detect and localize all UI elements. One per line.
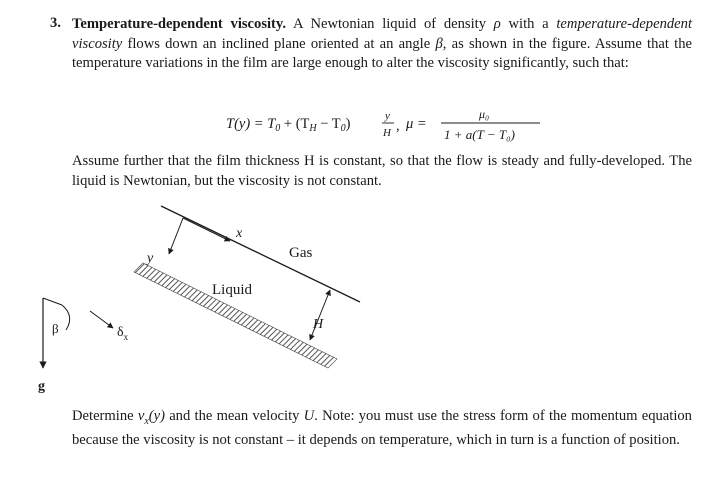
angle-ref-line [43,298,62,305]
label-y: y [147,251,154,266]
svg-text:T(y) = T0 + (TH − T0) [226,116,351,134]
eq-mu-den: 1 + a(T − T₀) [444,127,515,142]
eq-close: ) [345,116,351,132]
question-U: U [303,408,315,424]
rho-symbol: ρ [493,16,501,32]
delta-arrow [90,311,113,328]
question-text [72,407,692,451]
y-axis-arrow [169,218,183,254]
x-axis-arrow [183,218,230,241]
assumption-text: Assume further that the film thickness H is constant, so that the flow is steady and fully-developed. The liquid is Newtonian, but the viscosity is not constant. [72,153,692,189]
label-liquid: Liquid [212,282,252,298]
inclined-plane-figure [0,200,720,400]
question-vx-arg: (y) [148,408,165,424]
problem-number: 3. [50,15,61,31]
question-b: and the mean velocity [164,408,304,424]
angle-arc [62,305,70,330]
eq-minus: − T [316,116,341,132]
eq-comma: , [396,118,400,134]
question-vx: v [137,408,145,424]
label-gas: Gas [289,245,313,261]
label-delta: $\delta_x$ [117,325,129,342]
label-H: H [313,317,324,332]
intro-text-d: , as shown in the figure. Assume that the temperature variations in the film are large enough to alter the viscosity significantly, such that: [72,35,692,71]
problem-intro [72,15,692,74]
eq-subH: H [309,123,317,134]
question-vx-sub: x [144,415,149,427]
problem-title: Temperature-dependent viscosity. [72,16,287,32]
question-a: Determine [72,408,138,424]
eq-mid: + (T [280,116,310,132]
intro-italic: temperature-dependent viscosity [72,16,692,52]
label-g: g [38,379,45,394]
intro-text-a: A Newtonian liquid of density [286,16,494,32]
intro-text-b: with a [500,16,557,32]
label-x: x [236,226,243,241]
inclined-wall [134,263,337,368]
equation [0,105,720,145]
beta-symbol: β [435,35,443,52]
label-beta: β [52,321,59,336]
eq-lhs: T(y) = T [226,116,276,132]
eq-sub0: 0 [275,123,281,134]
eq-mu: μ = [406,116,427,132]
intro-text-c: flows down an inclined plane oriented at an angle [122,35,436,52]
eq-sub0b: 0 [340,123,346,134]
thickness-arrow [310,290,330,340]
question-c: . Note: you must use the stress form of the momentum equation because the viscosity is not constant – it depends on temperature, which in turn is a function of position. [72,408,692,449]
eq-mu-num: μ₀ [479,107,490,121]
eq-frac-den: H [383,127,391,139]
eq-frac-num: y [385,110,390,122]
